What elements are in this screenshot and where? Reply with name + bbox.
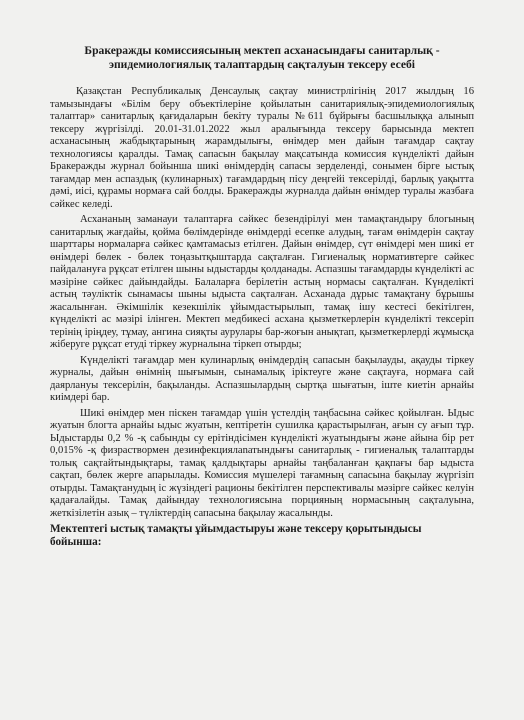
closing-heading: Мектептегі ыстық тамақты ұйымдастыруы және тексеру қорытындысы бойынша: xyxy=(50,523,422,548)
paragraph-4: Шикі өнімдер мен піскен тағамдар үшін үстелдің таңбасына сәйкес қойылған. Ыдыс жуатын блогта арнайы ыдыс жуатын, кептіретін сушилка қарастырылған, ағын су ағып тұр. Ыдыстарды 0,2 % -қ сабынды су ерітіндісімен күнделікті жуатындығы және айына бір рет 0,015% -қ физраствормен дезинфекциялanатындығы санитарлық - гигиеналық талаптарды толық сақтайтындықтары, тамақ қалдықтары арнайы таңбаланған қақпағы бар ыдыста сақтап, бөлек жерге апарылады. Комиссия мүшелері тағамның сапасына бақылау жүргізіп отырды. Тамақтанудың іс жүзіндегі рационы бекітілген перспективалы мәзірге сәйкес келуін қадағалайды. Тамақ дайындау технологиясына порцияның нормасының сақталуына, жеткізілетін азық – түліктердің сапасына бақылау жасалынды. xyxy=(50,407,474,519)
paragraph-1: Қазақстан Республикалық Денсаулық сақтау министрлігінің 2017 жылдың 16 тамызындағы «Білім беру объектілеріне қойылатын санитариялық-эпидемиологиялық талаптар» санитарлық қағидаларын бекіту туралы №611 бұйрығы басшылыққа алынып тексеру жүргізілді. 20.01-31.01.2022 жыл аралығында тексеру барысында мектеп асханасының жабдықтарының жарамдылығы, өнімдер мен дайын тағамдар сақтау технологиясы қаралды. Тамақ сапасын бақылау мақсатында комиссия күнделікті дайын Бракеражды журнал бойынша шикі өнімдердің сапасы зерделенді, сонымен бірге ыстық тағамдар мен аспаздық (кулинарных) тағамдардың пісу деңгейі тексерілді, барлық уақытта дәмі, иісі, құрамы нормаға сай болды. Бракеражды журналда дайын өнімдер туралы жазбаға сәйкес келеді. xyxy=(50,86,474,210)
document-title: Бракеражды комиссиясының мектеп асханасындағы санитарлық - эпидемиологиялық талаптардың сақталуын тексеру есебі xyxy=(84,44,440,71)
paragraph-2: Асхананың заманауи талаптарға сәйкес безендірілуі мен тамақтандыру блогының санитарлық жағдайы, қойма бөлімдерінде өнімдерді есепке алудың, тағам өнімдерін сақтау шарттары нормаларға сәйкес қамтамасыз етілген. Дайын өнімдер, сүт өнімдері мен шикі ет өнімдері бөлек - бөлек тоңазытқыштарда сақталған. Гигиеналық нормативтерге сәйкес пайдалануға рұқсат етілген шыны ыдыстарды қолданады. Аспазшы тағамдарды күнделікті ас мәзіріне сәйкес дайындайды. Балаларға берілетін астың нормасы сақталған. Күнделікті астың тәуліктік сынамасы шыны ыдыста сақталған. Асханада дұрыс тамақтану бұрышы жасалынған. Әкімшілік кезекшілік ұйымдастырылып, тамақ ішу кестесі бекітілген, күнделікті ас мәзірі ілінген. Мектеп медбикесі асхана қызметкерлерін күнделікті тексеріп терінің іріңдеу, тұмау, ангина сияқты аурулары бар-жоғын анықтап, қызметкерлерді жұмысқа жіберуге рұқсат етуді тіркеу журналына тіркеп отырды; xyxy=(50,214,474,350)
paragraph-3: Күнделікті тағамдар мен кулинарлық өнімдердің сапасын бақылауды, ақауды тіркеу журналы, дайын өнімнің шығымын, сынамалық іріктеуге және сақтауға, нормаға сай даярлануы тексерілін, бақыланды. Аспазшылардың сыртқа шығатын, іште киетін арнайы киімдері бар. xyxy=(50,354,474,403)
